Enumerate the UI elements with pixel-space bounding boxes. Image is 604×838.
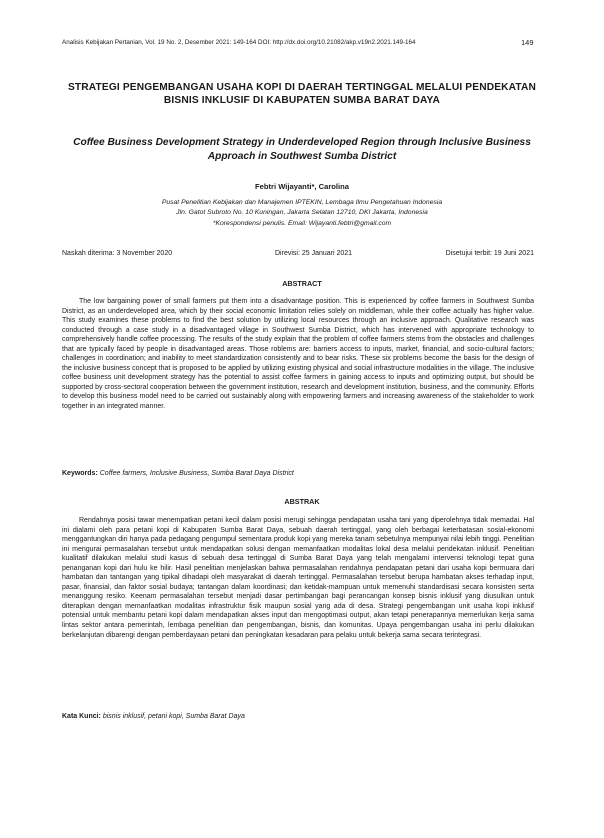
abstrak-body: Rendahnya posisi tawar menempatkan petani kecil dalam posisi merugi sehingga pendapatan usaha tani yang diperolehnya tidak memadai. Hal ini dialami oleh para petani kopi di Kabupaten Sumba Barat Daya, sebuah daerah tertinggal, yang oleh berbagai keterbatasan sosial-ekonomi menggantungkan diri hanya pada pedagang pengumpul sementara produk kopi yang mereka tanam sebetulnya mempunyai nilai lebih tinggi. Penelitian ini mengurai permasalahan tersebut untuk mendapatkan solusi dengan memanfaatkan modalitas lokal desa melalui pendekatan inklusif. Penelitian kualitatif dilakukan melalui studi kasus di sebuah desa tertinggal di Sumba Barat Daya yang telah mengalami intervensi teknologi tepat guna penanganan kopi dari hulu ke hilir. Hasil penelitian menjelaskan bahwa permasalahan rendahnya pendapatan petani dari usaha kopi bermuara dari hambatan dan tantangan yang tipikal dihadapi oleh masyarakat di daerah tertinggal. Permasalahan tersebut berupa hambatan akses terhadap input, pasar, finansial, dan faktor sosial budaya; tantangan dalam koordinasi; dan ketidak-mampuan untuk memenuhi standardisasi secara konsisten serta menanggung resiko. Keenam permasalahan tersebut menjadi dasar pertimbangan bagi perancangan konsep bisnis inklusif yang diusulkan untuk diterapkan dengan memanfaatkan modalitas infrastruktur fisik maupun sosial yang ada di desa. Strategi pengembangan unit usaha kopi inklusif potensial untuk membantu petani kopi dalam mendapatkan akses input dan mengoptimasi output, akan tetapi penerapannya memerlukan kerja sama lintas sektor antara pemerintah, lembaga penelitian dan pengembangan, bisnis, dan komunitas. Upaya pengembangan usaha ini perlu dilakukan berkelanjutan dibarengi dengan pemberdayaan petani dan peningkatan kesadaran para pelaku untuk bekerja sama secara terintegrasi. [62, 517, 534, 639]
abstrak-heading: ABSTRAK [284, 497, 320, 506]
approved-date: Disetujui terbit: 19 Juni 2021 [445, 250, 534, 257]
kata-kunci-text: bisnis inklusif, petani kopi, Sumba Barat Daya [102, 713, 245, 720]
page-number: 149 [521, 38, 534, 47]
affiliation-address: Jln. Gatot Subroto No. 10 Kuningan, Jakarta Selatan 12710, DKI Jakarta, Indonesia [176, 209, 428, 217]
author-list: Febtri Wijayanti*, Carolina [254, 182, 350, 191]
revised-date: Direvisi: 25 Januari 2021 [275, 250, 353, 257]
received-date: Naskah diterima: 3 November 2020 [62, 250, 173, 257]
keywords-line [62, 469, 534, 479]
abstract-heading: ABSTRACT [282, 279, 322, 288]
kata-kunci-label: Kata Kunci: [62, 713, 101, 720]
affiliation-institution: Pusat Penelitian Kebijakan dan Manajemen IPTEKIN, Lembaga Ilmu Pengetahuan Indonesia [161, 199, 443, 206]
affiliation-block [62, 198, 542, 229]
submission-dates [62, 250, 534, 260]
running-head: Analisis Kebijakan Pertanian, Vol. 19 No. 2, Desember 2021: 149-164 DOI: http://dx.doi.org/10.21082/akp.v19n2.2021.149-164 [62, 39, 416, 46]
corresponding-email: *Korespondensi penulis. Email: Wijayanti.febtri@gmail.com [212, 219, 392, 227]
abstract-body: The low bargaining power of small farmers put them into a disadvantage position. This is experienced by coffee farmers in Southwest Sumba District, as an underdeveloped area, which by their social economic limitation relies solely on middleman, while their coffee actually has higher value. This study examines these problems to find the best solution by utilizing local resources through an inclusive approach. Qualitative research was conducted through a case study in a disadvantaged village in Southwest Sumba District, which has intervened with appropriate technology to comprehensively handle coffee processing. The results of the study explain that the problem of coffee farmers stems from the obstacles and challenges that are typically faced by people in disadvantaged areas. Those roblems are: barriers access to inputs, market, financial, and socio-cultural factors; challenges in coordination; and inability to meet standardization consistently and to bear risks. These six problems become the basis for the design of the inclusive business concept that is proposed to be applied by utilizing existing physical and social infrastructure modalities in the village. The inclusive coffee business unit development strategy has the potential to assist coffee farmers in gaining access to inputs and optimizing output, but should be supported by cross-sectoral cooperation between the government institution, research and development institution, business, and the community. Efforts to develop this business model need to be carried out sustainably along with empowering farmers and increasing awareness of the stakeholder to work together in an integrated manner. [62, 298, 534, 411]
article-title-indonesian: STRATEGI PENGEMBANGAN USAHA KOPI DI DAERAH TERTINGGAL MELALUI PENDEKATAN BISNIS INKLUSIF DI KABUPATEN SUMBA BARAT DAYA [67, 82, 537, 106]
article-title-english: Coffee Business Development Strategy in Underdeveloped Region through Inclusive Business Approach in Southwest Sumba District [73, 137, 531, 162]
keywords-text: Coffee farmers, Inclusive Business, Sumba Barat Daya District [99, 470, 294, 477]
keywords-label: Keywords: [62, 470, 98, 477]
kata-kunci-line [62, 712, 534, 722]
